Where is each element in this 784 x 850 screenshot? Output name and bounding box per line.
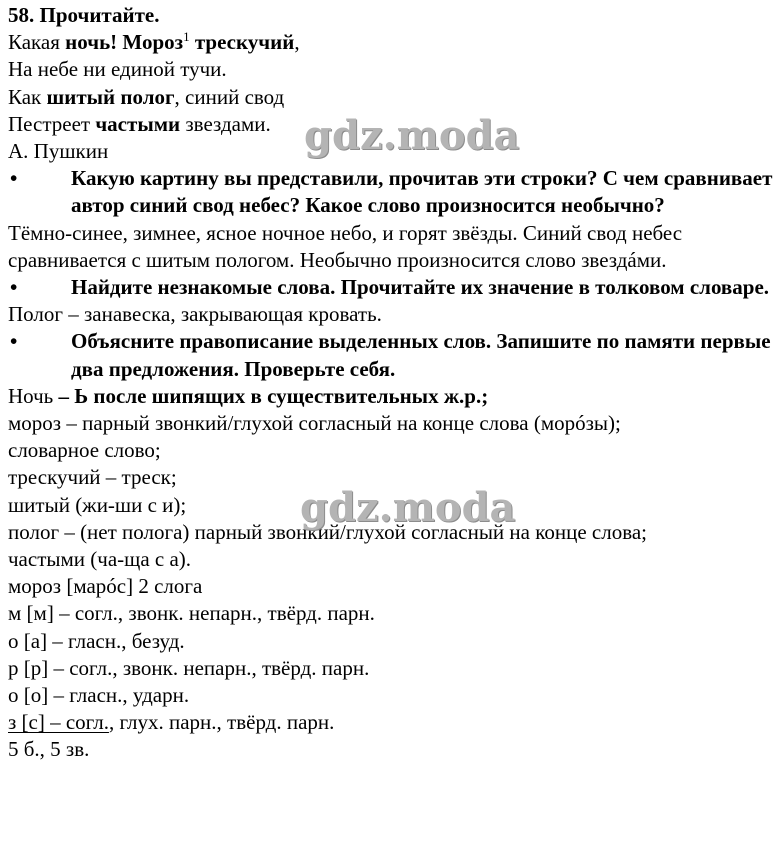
analysis-header: мороз [марóс] 2 слога (8, 574, 203, 599)
bullet-icon: • (10, 166, 18, 191)
analysis-m: м [м] – согл., звонк. непарн., твёрд. парн. (8, 601, 375, 626)
answer-3-line-2: мороз – парный звонкий/глухой согласный на конце слова (морóзы); (8, 411, 621, 436)
analysis-o1: о [а] – гласн., безуд. (8, 628, 185, 653)
answer-3-line-7: частыми (ча-ща с а). (8, 547, 192, 572)
analysis-o2: о [о] – гласн., ударн. (8, 683, 190, 708)
poem-line-2: На небе ни единой тучи. (8, 57, 227, 82)
analysis-r: р [р] – согл., звонк. непарн., твёрд. парн. (8, 655, 370, 680)
answer-3-line-4: трескучий – треск; (8, 465, 177, 490)
footnote-mark: 1 (183, 29, 190, 45)
poem-line-1: Какая ночь! Мороз$^1$ трескучий, (8, 29, 300, 55)
watermark: gdz.moda (304, 112, 520, 159)
poem-line-3: Как шитый полог, синий свод (8, 84, 285, 109)
bullet-icon: • (10, 329, 18, 354)
bullet-icon: • (10, 275, 18, 300)
answer-1: Тёмно-синее, зимнее, ясное ночное небо, и горят звёзды. Синий свод небес сравнивается с шитым пологом. Необычно произносится слово звездáми. (8, 220, 683, 272)
task-title: 58. Прочитайте. (8, 3, 160, 27)
question-2: • Найдите незнакомые слова. Прочитайте их значение в толковом словаре. (8, 274, 780, 301)
answer-3-line-6: полог – (нет полога) парный звонкий/глухой согласный на конце слова; (8, 519, 648, 544)
analysis-total: 5 б., 5 зв. (8, 737, 90, 762)
analysis-z: з [с] – согл., глух. парн., твёрд. парн. (8, 710, 335, 735)
answer-2: Полог – занавеска, закрывающая кровать. (8, 302, 382, 327)
question-1: • Какую картину вы представили, прочитав эти строки? С чем сравнивает автор синий свод небес? Какое слово произносится необычно? (8, 165, 780, 219)
poem-author: А. Пушкин (8, 139, 109, 164)
watermark: gdz.moda (300, 484, 516, 531)
answer-3-line-5: шитый (жи-ши с и); (8, 492, 187, 517)
question-3: • Объясните правописание выделенных слов. Запишите по памяти первые два предложения. Проверьте себя. (8, 328, 780, 382)
answer-3-line-1: Ночь – Ь после шипящих в существительных ж.р.; (8, 383, 489, 408)
poem-line-4: Пестреет частыми звездами. (8, 111, 271, 136)
answer-3-line-3: словарное слово; (8, 438, 161, 463)
